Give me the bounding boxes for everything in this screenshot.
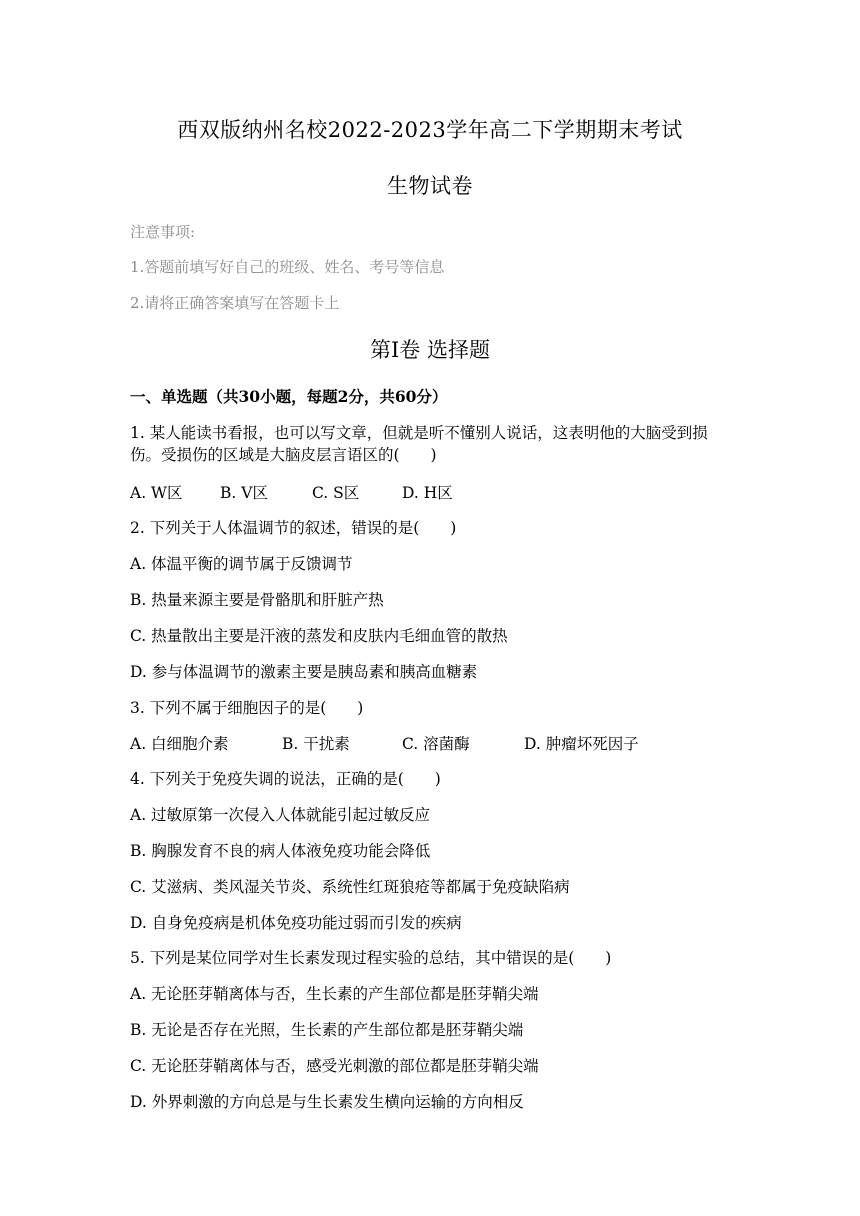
- question-stem: 1. 某人能读书看报，也可以写文章，但就是听不懂别人说话，这表明他的大脑受到损: [130, 424, 708, 442]
- option-d: D. 自身免疫病是机体免疫功能过弱而引发的疾病: [130, 914, 462, 932]
- part-title: 一、单选题（共30小题，每题2分，共60分）: [130, 387, 448, 406]
- option-a: A. 体温平衡的调节属于反馈调节: [130, 555, 353, 573]
- option-d: D. 参与体温调节的激素主要是胰岛素和胰高血糖素: [130, 663, 478, 681]
- option-d: D. 外界刺激的方向总是与生长素发生横向运输的方向相反: [130, 1093, 524, 1111]
- option-c: C. 溶菌酶: [402, 735, 470, 753]
- option-c: C. 无论胚芽鞘离体与否，感受光刺激的部位都是胚芽鞘尖端: [130, 1057, 539, 1075]
- options-row: [130, 481, 453, 503]
- option-a: A. 无论胚芽鞘离体与否，生长素的产生部位都是胚芽鞘尖端: [130, 985, 539, 1003]
- option-c: C. 艾滋病、类风湿关节炎、系统性红斑狼疮等都属于免疫缺陷病: [130, 878, 570, 896]
- question-stem: 3. 下列不属于细胞因子的是( ): [130, 699, 364, 717]
- question-stem: 4. 下列关于免疫失调的说法，正确的是( ): [130, 770, 441, 788]
- option-d: D. H区: [402, 484, 453, 502]
- option-b: B. 胸腺发育不良的病人体液免疫功能会降低: [130, 842, 431, 860]
- option-d: D. 肿瘤坏死因子: [524, 735, 639, 753]
- option-a: A. 白细胞介素: [130, 735, 229, 753]
- option-a: A. 过敏原第一次侵入人体就能引起过敏反应: [130, 806, 431, 824]
- options-row: [130, 732, 639, 754]
- option-b: B. 热量来源主要是骨骼肌和肝脏产热: [130, 591, 384, 609]
- notice-item: 1.答题前填写好自己的班级、姓名、考号等信息: [130, 258, 445, 276]
- question-stem: 5. 下列是某位同学对生长素发现过程实验的总结，其中错误的是( ): [130, 949, 612, 967]
- option-b: B. 干扰素: [282, 735, 350, 753]
- question-stem: 伤。受损伤的区域是大脑皮层言语区的( ): [130, 446, 437, 464]
- section-title: 第Ⅰ卷 选择题: [370, 338, 490, 362]
- option-a: A. W区: [130, 484, 183, 502]
- option-b: B. V区: [220, 484, 268, 502]
- option-b: B. 无论是否存在光照，生长素的产生部位都是胚芽鞘尖端: [130, 1021, 524, 1039]
- notice-item: 2.请将正确答案填写在答题卡上: [130, 294, 340, 312]
- option-c: C. 热量散出主要是汗液的蒸发和皮肤内毛细血管的散热: [130, 627, 508, 645]
- notice-heading: 注意事项:: [130, 223, 196, 241]
- exam-subtitle: 生物试卷: [387, 174, 473, 198]
- exam-title: 西双版纳州名校2022-2023学年高二下学期期末考试: [177, 118, 683, 142]
- question-stem: 2. 下列关于人体温调节的叙述，错误的是( ): [130, 519, 457, 537]
- option-c: C. S区: [312, 484, 360, 502]
